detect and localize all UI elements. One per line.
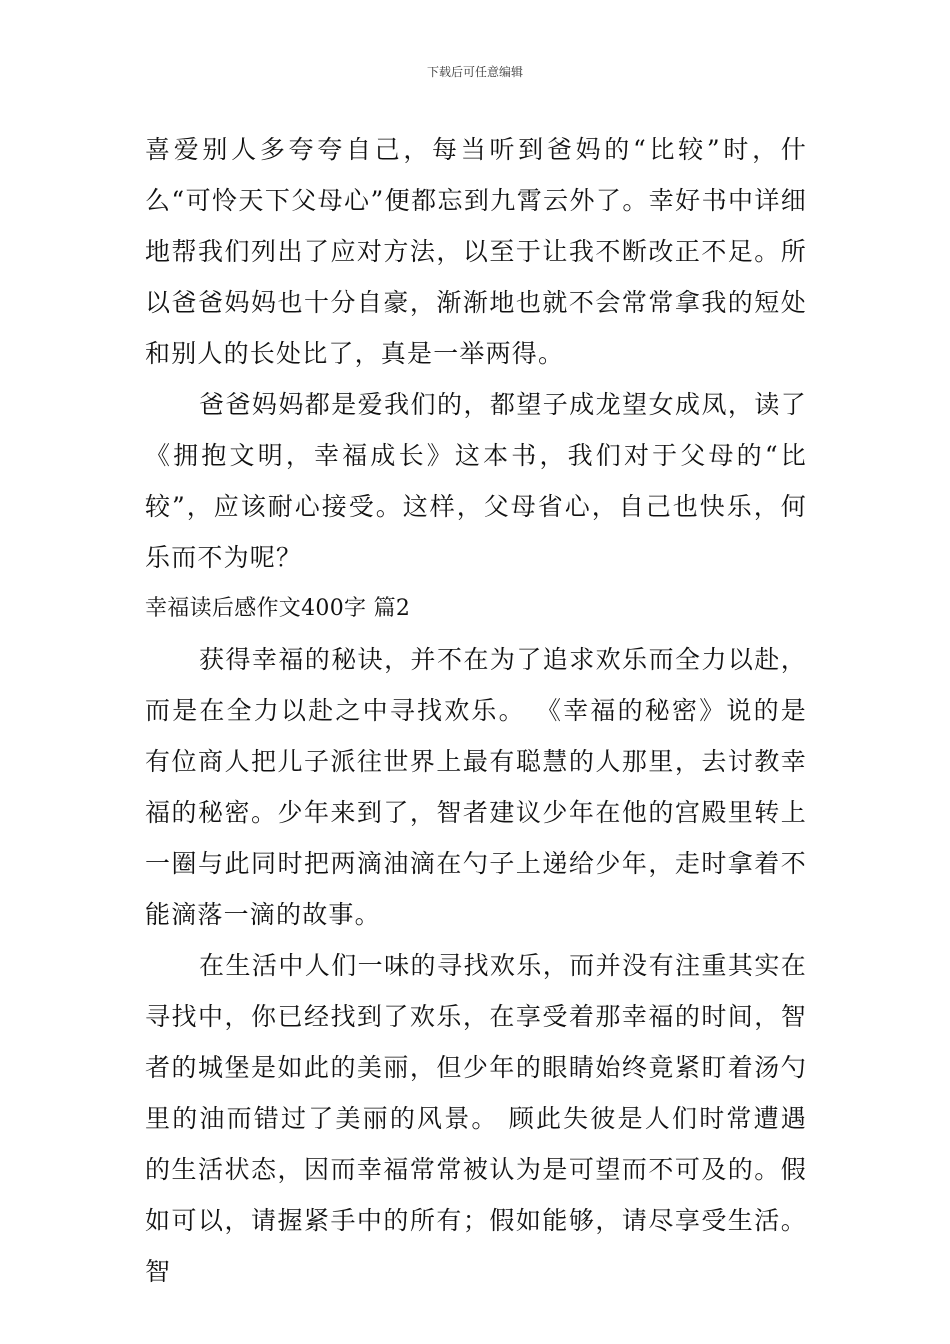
paragraph-secret-of-happiness: 获得幸福的秘诀，并不在为了追求欢乐而全力以赴，而是在全力以赴之中寻找欢乐。 《幸福的秘密》说的是有位商人把儿子派往世界上最有聪慧的人那里，去讨教幸福的秘密。少年来到了，智者建议少年在他的宫殿里转上一圈与此同时把两滴油滴在勺子上递给少年，走时拿着不能滴落一滴的故事。 [145, 645, 807, 929]
document-body [145, 124, 807, 1297]
page-header: 下载后可任意编辑 [426, 65, 523, 79]
paragraph-parents-love: 爸爸妈妈都是爱我们的，都望子成龙望女成凤，读了《拥抱文明，幸福成长》这本书，我们对于父母的“比较”，应该耐心接受。这样，父母省心，自己也快乐，何乐而不为呢？ [145, 390, 807, 572]
paragraph-life-reflection: 在生活中人们一味的寻找欢乐，而并没有注重其实在寻找中，你已经找到了欢乐，在享受着那幸福的时间，智者的城堡是如此的美丽，但少年的眼睛始终竟紧盯着汤勺里的油而错过了美丽的风景。 顾此失彼是人们时常遭遇的生活状态，因而幸福常常被认为是可望而不可及的。假如可以，请握紧手中的所有；假如能够，请尽享受生活。 智 [145, 951, 807, 1286]
section-title: 幸福读后感作文400字 篇2 [145, 596, 411, 621]
paragraph-continuation: 喜爱别人多夸夸自己，每当听到爸妈的“比较”时，什么“可怜天下父母心”便都忘到九霄云外了。幸好书中详细地帮我们列出了应对方法，以至于让我不断改正不足。所以爸爸妈妈也十分自豪，渐渐地也就不会常常拿我的短处和别人的长处比了，真是一举两得。 [145, 135, 807, 368]
